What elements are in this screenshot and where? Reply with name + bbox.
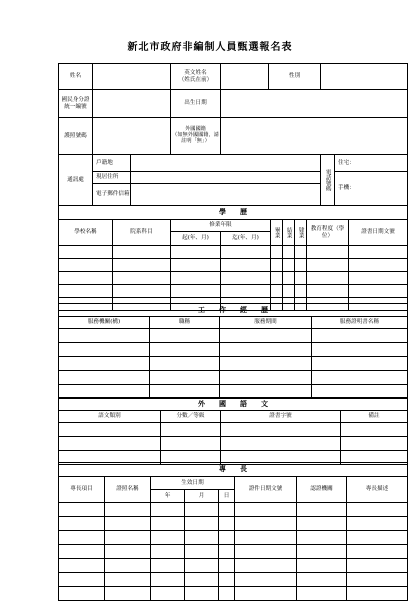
cell[interactable] — [150, 329, 220, 343]
cell[interactable] — [59, 437, 161, 451]
cell[interactable] — [271, 259, 283, 272]
cell[interactable] — [283, 272, 295, 285]
cell[interactable] — [59, 357, 150, 371]
expertise-item-header: 專長項目 — [59, 477, 105, 503]
position-header: 職稱 — [150, 317, 220, 329]
certificate-no-header: 證書字號 — [221, 411, 341, 423]
cell[interactable] — [295, 272, 307, 285]
cell[interactable] — [59, 559, 105, 573]
cell[interactable] — [113, 285, 171, 298]
cell[interactable] — [219, 503, 235, 517]
contact-label: 通訊處 — [59, 155, 93, 206]
cell[interactable] — [113, 272, 171, 285]
cell[interactable] — [59, 259, 113, 272]
school-header: 學校名稱 — [59, 220, 113, 246]
table-row — [59, 343, 408, 357]
cell[interactable] — [59, 285, 113, 298]
current-address-field[interactable] — [131, 172, 321, 184]
work-header: 工作經歷 — [59, 304, 408, 317]
cell[interactable] — [219, 587, 235, 601]
cell[interactable] — [221, 246, 271, 259]
english-name-field[interactable] — [221, 64, 269, 90]
cell[interactable] — [151, 559, 185, 573]
cell[interactable] — [347, 517, 408, 531]
table-row — [59, 587, 408, 601]
cell[interactable] — [105, 503, 151, 517]
table-row — [59, 285, 408, 298]
cell[interactable] — [171, 259, 221, 272]
cell[interactable] — [59, 503, 105, 517]
table-row — [59, 517, 408, 531]
cell[interactable] — [151, 531, 185, 545]
passport-field[interactable] — [93, 118, 171, 155]
table-row — [59, 573, 408, 587]
table-row — [59, 531, 408, 545]
basic-info-table — [58, 63, 408, 206]
foreign-nationality-note: （如無外國國籍，請註明「無」） — [172, 132, 219, 144]
start-header: 起(年、月) — [171, 232, 221, 246]
cell[interactable] — [295, 246, 307, 259]
cell[interactable] — [150, 371, 220, 385]
work-table — [58, 303, 408, 399]
table-row — [59, 545, 408, 559]
table-row — [59, 423, 408, 437]
email-label: 電子郵件信箱 — [93, 184, 131, 206]
table-row — [59, 246, 408, 259]
cell[interactable] — [185, 503, 219, 517]
foreign-nationality-field[interactable] — [221, 118, 408, 155]
cell[interactable] — [307, 246, 349, 259]
cell[interactable] — [150, 343, 220, 357]
cell[interactable] — [185, 587, 219, 601]
gender-label: 性別 — [269, 64, 321, 90]
cell[interactable] — [185, 573, 219, 587]
cell[interactable] — [297, 545, 347, 559]
cell[interactable] — [105, 545, 151, 559]
table-row — [59, 272, 408, 285]
cell[interactable] — [349, 272, 408, 285]
cell[interactable] — [297, 559, 347, 573]
cell[interactable] — [59, 517, 105, 531]
cell[interactable] — [59, 272, 113, 285]
cell[interactable] — [297, 573, 347, 587]
id-number-field[interactable] — [93, 90, 171, 118]
cell[interactable] — [312, 343, 408, 357]
email-field[interactable] — [131, 184, 321, 206]
household-address-field[interactable] — [131, 155, 321, 172]
description-header: 專長描述 — [347, 477, 408, 503]
day-header: 日 — [219, 490, 235, 503]
cell[interactable] — [113, 246, 171, 259]
cell[interactable] — [105, 587, 151, 601]
english-name-label — [171, 64, 221, 90]
cell[interactable] — [221, 272, 271, 285]
table-row — [59, 259, 408, 272]
cell[interactable] — [347, 559, 408, 573]
cell[interactable] — [151, 503, 185, 517]
cell[interactable] — [220, 329, 312, 343]
cell[interactable] — [220, 343, 312, 357]
authority-header: 認證機關 — [297, 477, 347, 503]
cell[interactable] — [297, 531, 347, 545]
cell[interactable] — [297, 517, 347, 531]
effective-date-header: 生效日期 — [151, 477, 235, 490]
cell[interactable] — [171, 246, 221, 259]
birth-date-field[interactable] — [221, 90, 408, 118]
cell[interactable] — [171, 272, 221, 285]
cell[interactable] — [59, 587, 105, 601]
table-row — [59, 559, 408, 573]
id-number-label: 國民身分證統一編號 — [59, 90, 93, 118]
cell[interactable] — [59, 531, 105, 545]
cell[interactable] — [59, 329, 150, 343]
cell[interactable] — [349, 246, 408, 259]
table-row — [59, 357, 408, 371]
household-address-label: 戶籍地 — [93, 155, 131, 172]
cell[interactable] — [59, 545, 105, 559]
cell[interactable] — [105, 531, 151, 545]
cell[interactable] — [59, 573, 105, 587]
english-name-note: （姓氏在前） — [178, 76, 213, 83]
work-certificate-header: 服務證明書名稱 — [312, 317, 408, 329]
english-name-label-text: 英文姓名 — [184, 70, 207, 77]
cell[interactable] — [105, 517, 151, 531]
department-header: 院系科目 — [113, 220, 171, 246]
table-row — [59, 371, 408, 385]
cell[interactable] — [347, 573, 408, 587]
graduated-header: 畢業 — [271, 220, 283, 246]
table-row — [59, 503, 408, 517]
cell[interactable] — [307, 272, 349, 285]
cell[interactable] — [161, 423, 221, 437]
mobile-field[interactable]: 手機： — [335, 172, 408, 206]
cell[interactable] — [185, 545, 219, 559]
cell[interactable] — [307, 259, 349, 272]
cell[interactable] — [59, 423, 161, 437]
cell[interactable] — [347, 503, 408, 517]
cell[interactable] — [151, 573, 185, 587]
cell[interactable] — [185, 531, 219, 545]
cell[interactable] — [283, 285, 295, 298]
cell[interactable] — [235, 573, 297, 587]
cell[interactable] — [349, 259, 408, 272]
phone-label: 電話號碼 — [321, 155, 335, 206]
foreign-nationality-label — [171, 118, 221, 155]
remarks-header: 備註 — [341, 411, 408, 423]
language-table — [58, 397, 408, 465]
cell[interactable] — [219, 517, 235, 531]
end-header: 迄(年、月) — [221, 232, 271, 246]
certificate-header: 證書日期文號 — [349, 220, 408, 246]
cell[interactable] — [150, 357, 220, 371]
table-row — [59, 329, 408, 343]
cell[interactable] — [219, 573, 235, 587]
cell[interactable] — [151, 545, 185, 559]
study-period-header: 修業年限 — [171, 220, 271, 232]
cell[interactable] — [219, 545, 235, 559]
cell[interactable] — [347, 587, 408, 601]
cell[interactable] — [105, 573, 151, 587]
cell[interactable] — [171, 285, 221, 298]
year-header: 年 — [151, 490, 185, 503]
language-header: 外國語文 — [59, 398, 408, 411]
cell[interactable] — [59, 371, 150, 385]
cell[interactable] — [312, 371, 408, 385]
cell[interactable] — [161, 437, 221, 451]
cell[interactable] — [307, 285, 349, 298]
cell[interactable] — [312, 357, 408, 371]
table-row — [59, 437, 408, 451]
cell[interactable] — [297, 503, 347, 517]
cell[interactable] — [312, 329, 408, 343]
expertise-header: 專長 — [59, 463, 408, 477]
cell[interactable] — [235, 517, 297, 531]
completed-header: 結業 — [283, 220, 295, 246]
cell[interactable] — [347, 545, 408, 559]
cell[interactable] — [185, 559, 219, 573]
current-address-label: 現居住所 — [93, 172, 131, 184]
cell[interactable] — [59, 246, 113, 259]
cell[interactable] — [185, 517, 219, 531]
cell[interactable] — [235, 545, 297, 559]
cell[interactable] — [105, 559, 151, 573]
cell[interactable] — [349, 285, 408, 298]
passport-label: 護照號碼 — [59, 118, 93, 155]
cell[interactable] — [221, 285, 271, 298]
education-table — [58, 205, 408, 311]
name-label: 姓名 — [59, 64, 93, 90]
cell[interactable] — [347, 531, 408, 545]
cell[interactable] — [219, 559, 235, 573]
cell[interactable] — [221, 259, 271, 272]
cell[interactable] — [151, 517, 185, 531]
cell[interactable] — [220, 357, 312, 371]
dropped-header: 肄業 — [295, 220, 307, 246]
cell[interactable] — [297, 587, 347, 601]
score-header: 分數／等級 — [161, 411, 221, 423]
degree-header: 教育程度（學位） — [307, 220, 349, 246]
cell[interactable] — [271, 272, 283, 285]
language-category-header: 語文類別 — [59, 411, 161, 423]
cell[interactable] — [220, 371, 312, 385]
license-header: 證照名稱 — [105, 477, 151, 503]
cell[interactable] — [151, 587, 185, 601]
cell[interactable] — [221, 437, 341, 451]
cell[interactable] — [235, 587, 297, 601]
education-header: 學歷 — [59, 206, 408, 220]
month-header: 月 — [185, 490, 219, 503]
cell[interactable] — [271, 246, 283, 259]
organization-header: 服務機關(構) — [59, 317, 150, 329]
name-field[interactable] — [93, 64, 171, 90]
cell[interactable] — [283, 246, 295, 259]
cell[interactable] — [295, 259, 307, 272]
cell[interactable] — [113, 259, 171, 272]
cell[interactable] — [235, 559, 297, 573]
cell[interactable] — [235, 503, 297, 517]
expertise-table — [58, 462, 408, 601]
home-phone-field[interactable]: 住宅： — [335, 155, 408, 172]
cell[interactable] — [295, 285, 307, 298]
period-header: 服務期間 — [220, 317, 312, 329]
gender-field[interactable] — [321, 64, 408, 90]
cell[interactable] — [235, 531, 297, 545]
foreign-nationality-label-text: 外國國籍 — [185, 126, 206, 133]
cell[interactable] — [59, 343, 150, 357]
birth-date-label: 出生日期 — [171, 90, 221, 118]
cell[interactable] — [219, 531, 235, 545]
cert-date-header: 證件日期文號 — [235, 477, 297, 503]
cell[interactable] — [341, 437, 408, 451]
cell[interactable] — [271, 285, 283, 298]
cell[interactable] — [283, 259, 295, 272]
cell[interactable] — [221, 423, 341, 437]
form-title: 新北市政府非編制人員甄選報名表 — [127, 42, 293, 53]
cell[interactable] — [341, 423, 408, 437]
